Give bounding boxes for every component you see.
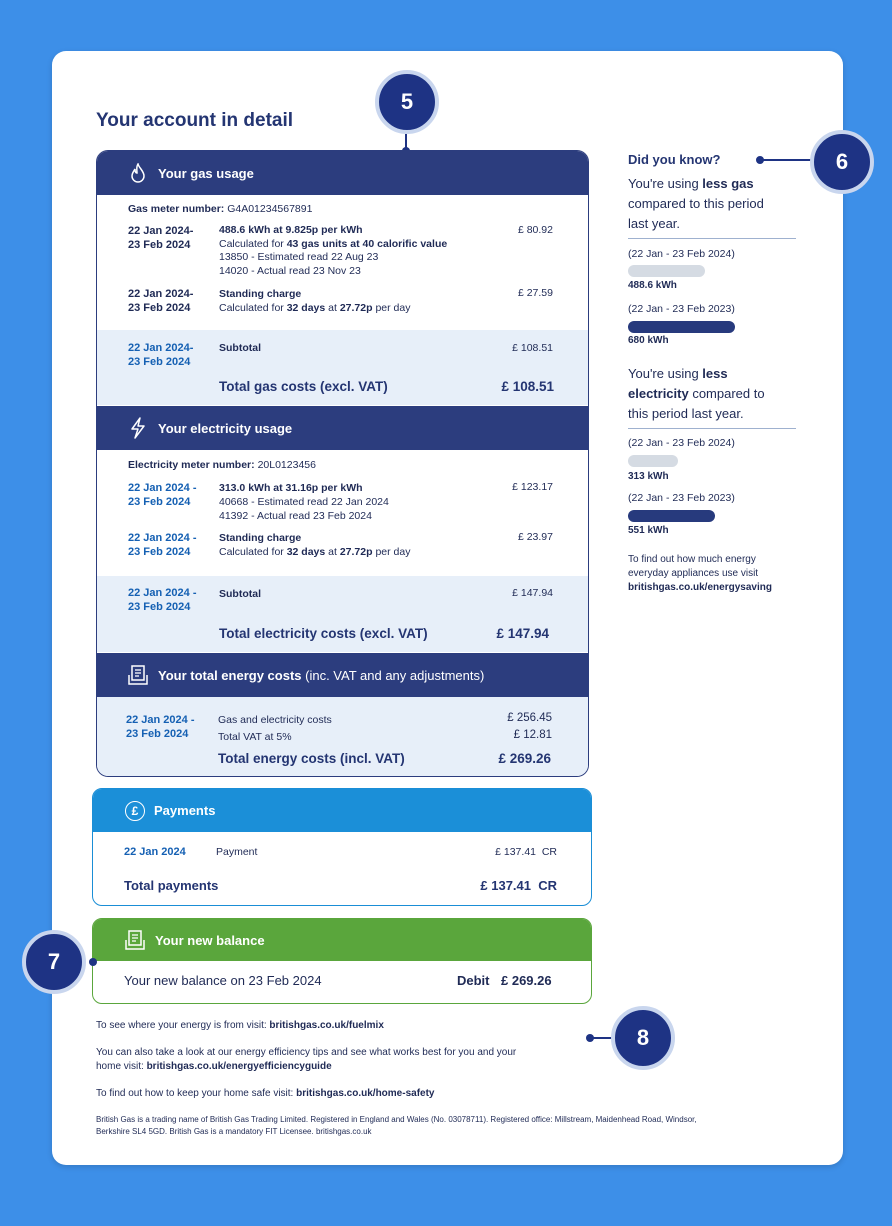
callout-6-line bbox=[760, 159, 815, 161]
elec-current-bar bbox=[628, 455, 678, 467]
gas-comparison-text bbox=[628, 174, 796, 234]
electricity-subtotal-amount: £ 147.94 bbox=[512, 587, 553, 599]
legal-text bbox=[96, 1114, 806, 1138]
appliance-line-1: To find out how much energy bbox=[628, 554, 756, 565]
elec-text-prefix: You're using bbox=[628, 366, 703, 381]
gas-meter-label: Gas meter number: bbox=[128, 203, 225, 215]
total-energy-label: Total energy costs (incl. VAT) bbox=[218, 751, 405, 766]
tips-line2-prefix: home visit: bbox=[96, 1061, 147, 1072]
total-header-normal: (inc. VAT and any adjustments) bbox=[301, 667, 485, 683]
calc-suffix: per day bbox=[372, 302, 411, 314]
calc-days: 32 days bbox=[286, 302, 326, 314]
gas-row-title: 488.6 kWh at 9.825p per kWh bbox=[219, 224, 363, 236]
calc-rate: 27.72p bbox=[339, 302, 373, 314]
document-icon bbox=[127, 664, 149, 686]
elec-previous-period: (22 Jan - 23 Feb 2023) bbox=[628, 492, 735, 504]
electricity-subtotal-label: Subtotal bbox=[219, 588, 261, 600]
safety-prefix: To find out how to keep your home safe visit: bbox=[96, 1088, 297, 1099]
gas-current-value: 488.6 kWh bbox=[628, 280, 677, 291]
calc-prefix: Calculated for bbox=[219, 302, 287, 314]
elec-current-value: 313 kWh bbox=[628, 471, 669, 482]
gas-subtotal-label: Subtotal bbox=[219, 342, 261, 354]
payments-header bbox=[93, 789, 591, 832]
total-payments-amount: £ 137.41 CR bbox=[480, 878, 557, 893]
new-balance-label: Your new balance on 23 Feb 2024 bbox=[124, 973, 322, 988]
calc-prefix: Calculated for bbox=[219, 237, 287, 250]
gas-current-period: (22 Jan - 23 Feb 2024) bbox=[628, 248, 735, 260]
gas-usage-title: Your gas usage bbox=[158, 165, 254, 181]
debit-label: Debit bbox=[457, 973, 490, 988]
electricity-meter-number: 20L0123456 bbox=[257, 459, 316, 471]
home-safety-link[interactable]: britishgas.co.uk/home-safety bbox=[296, 1088, 435, 1099]
electricity-total-amount: £ 147.94 bbox=[496, 626, 549, 641]
electricity-standing-title: Standing charge bbox=[219, 532, 302, 544]
electricity-total-label: Total electricity costs (excl. VAT) bbox=[219, 626, 428, 641]
payments-title: Payments bbox=[154, 803, 216, 818]
document-icon bbox=[124, 929, 146, 951]
payments-card bbox=[92, 788, 592, 906]
gas-row-calc bbox=[219, 238, 447, 252]
efficiency-guide-link[interactable]: britishgas.co.uk/energyefficiencyguide bbox=[146, 1061, 332, 1072]
energy-saving-text bbox=[628, 553, 772, 595]
gas-meter bbox=[128, 203, 312, 215]
electricity-meter-label: Electricity meter number: bbox=[128, 459, 255, 471]
elec-current-period: (22 Jan - 23 Feb 2024) bbox=[628, 437, 735, 449]
gas-subtotal-amount: £ 108.51 bbox=[512, 342, 553, 354]
gas-previous-period: (22 Jan - 23 Feb 2023) bbox=[628, 303, 735, 315]
electricity-row-amount: £ 123.17 bbox=[512, 481, 553, 493]
elec-text-bold1: less bbox=[702, 366, 728, 381]
electricity-row-date: 22 Jan 2024 - 23 Feb 2024 bbox=[128, 482, 197, 508]
elec-previous-bar bbox=[628, 510, 715, 522]
electricity-row-title: 313.0 kWh at 31.16p per kWh bbox=[219, 482, 363, 494]
payment-label: Payment bbox=[216, 846, 258, 858]
calc-mid: at bbox=[325, 302, 340, 314]
gas-row-amount: £ 80.92 bbox=[517, 224, 553, 236]
pound-icon: £ bbox=[125, 801, 145, 821]
tips-text bbox=[96, 1046, 516, 1074]
calc-mid: at bbox=[325, 546, 340, 558]
callout-number: 7 bbox=[47, 949, 61, 974]
total-header-bold: Your total energy costs bbox=[158, 667, 302, 683]
gas-total-label: Total gas costs (excl. VAT) bbox=[219, 379, 388, 394]
usage-card bbox=[96, 150, 589, 777]
gas-text-bold: less gas bbox=[702, 176, 754, 191]
callout-7 bbox=[22, 930, 86, 994]
safety-text bbox=[96, 1087, 434, 1101]
total-energy-date: 22 Jan 2024 - 23 Feb 2024 bbox=[126, 714, 195, 740]
elec-previous-value: 551 kWh bbox=[628, 525, 669, 536]
gas-previous-bar bbox=[628, 321, 735, 333]
electricity-standing-details bbox=[219, 531, 410, 559]
callout-6 bbox=[810, 130, 874, 194]
gas-standing-title: Standing charge bbox=[219, 288, 302, 300]
legal-line-2: Berkshire SL4 5GD. British Gas is a mandatory FIT Licensee. britishgas.co.uk bbox=[96, 1127, 372, 1136]
callout-8-dot bbox=[586, 1034, 594, 1042]
payment-date: 22 Jan 2024 bbox=[124, 846, 186, 858]
callout-number: 5 bbox=[400, 89, 414, 114]
electricity-standing-amount: £ 23.97 bbox=[517, 531, 553, 543]
total-energy-amount: £ 269.26 bbox=[498, 751, 551, 766]
gas-standing-date: 22 Jan 2024- 23 Feb 2024 bbox=[128, 288, 194, 314]
gas-total-amount: £ 108.51 bbox=[501, 379, 554, 394]
electricity-read-estimated: 40668 - Estimated read 22 Jan 2024 bbox=[219, 496, 389, 508]
new-balance-header bbox=[93, 919, 591, 961]
total-payments-label: Total payments bbox=[124, 878, 219, 893]
callout-5 bbox=[375, 70, 439, 134]
fuelmix-link[interactable]: britishgas.co.uk/fuelmix bbox=[269, 1020, 384, 1031]
electricity-usage-header bbox=[97, 406, 588, 450]
gas-read-actual: 14020 - Actual read 23 Nov 23 bbox=[219, 264, 361, 277]
gas-standing-calc bbox=[219, 301, 410, 315]
calc-bold: 43 gas units at 40 calorific value bbox=[286, 237, 448, 250]
payment-amount: £ 137.41 CR bbox=[495, 846, 557, 858]
electricity-read-actual: 41392 - Actual read 23 Feb 2024 bbox=[219, 510, 372, 522]
gas-standing-amount: £ 27.59 bbox=[517, 287, 553, 299]
gas-current-bar bbox=[628, 265, 705, 277]
callout-number: 8 bbox=[636, 1025, 650, 1050]
electricity-usage-title: Your electricity usage bbox=[158, 420, 293, 436]
vat-label: Total VAT at 5% bbox=[218, 731, 292, 743]
electricity-comparison-text bbox=[628, 364, 796, 424]
gas-text-end: last year. bbox=[628, 216, 681, 231]
gas-meter-number: G4A01234567891 bbox=[227, 203, 313, 215]
total-energy-header bbox=[97, 653, 588, 697]
fuelmix-prefix: To see where your energy is from visit: bbox=[96, 1020, 270, 1031]
lightning-icon bbox=[127, 417, 149, 439]
total-energy-title bbox=[158, 668, 484, 683]
legal-line-1: British Gas is a trading name of British Gas Trading Limited. Registered in England and Wales (No. 03078711). Registered office: Millstream, Maidenhead Road, Windsor, bbox=[96, 1115, 697, 1124]
vat-amount: £ 12.81 bbox=[513, 729, 552, 741]
gas-previous-value: 680 kWh bbox=[628, 335, 669, 346]
electricity-meter bbox=[128, 459, 316, 471]
gas-usage-header bbox=[97, 151, 588, 195]
tips-prefix: You can also take a look at our energy efficiency tips and see what works best for you and your bbox=[96, 1047, 517, 1058]
electricity-row-details bbox=[219, 481, 389, 523]
elec-text-bold2: electricity bbox=[628, 386, 689, 401]
callout-8 bbox=[611, 1006, 675, 1070]
appliance-line-2: everyday appliances use visit bbox=[628, 568, 759, 579]
new-balance-amount: £ 269.26 bbox=[501, 973, 552, 988]
flame-icon bbox=[127, 162, 149, 184]
fuelmix-text bbox=[96, 1019, 384, 1033]
electricity-subtotal-date: 22 Jan 2024 - 23 Feb 2024 bbox=[128, 587, 197, 613]
page-title: Your account in detail bbox=[96, 110, 294, 131]
new-balance-card bbox=[92, 918, 592, 1004]
elec-text-suffix: compared to bbox=[688, 386, 765, 401]
electricity-standing-calc bbox=[219, 545, 410, 559]
gas-electricity-costs-label: Gas and electricity costs bbox=[218, 714, 332, 726]
callout-7-dot bbox=[89, 958, 97, 966]
calc-days: 32 days bbox=[286, 546, 326, 558]
calc-rate: 27.72p bbox=[339, 546, 373, 558]
did-you-know-heading: Did you know? bbox=[628, 152, 721, 167]
gas-standing-details bbox=[219, 287, 410, 315]
gas-row-date: 22 Jan 2024- 23 Feb 2024 bbox=[128, 225, 194, 251]
elec-text-end: this period last year. bbox=[628, 406, 744, 421]
divider bbox=[628, 428, 796, 429]
gas-text-prefix: You're using bbox=[628, 176, 703, 191]
divider bbox=[628, 238, 796, 239]
callout-number: 6 bbox=[835, 149, 849, 174]
energy-saving-link[interactable]: britishgas.co.uk/energysaving bbox=[628, 582, 772, 593]
gas-text-suffix: compared to this period bbox=[628, 196, 764, 211]
new-balance-title: Your new balance bbox=[155, 932, 265, 948]
gas-subtotal-date: 22 Jan 2024- 23 Feb 2024 bbox=[128, 342, 194, 368]
calc-suffix: per day bbox=[372, 546, 411, 558]
gas-read-estimated: 13850 - Estimated read 22 Aug 23 bbox=[219, 251, 379, 263]
electricity-standing-date: 22 Jan 2024 - 23 Feb 2024 bbox=[128, 532, 197, 558]
calc-prefix: Calculated for bbox=[219, 546, 287, 558]
gas-electricity-costs-amount: £ 256.45 bbox=[507, 712, 552, 724]
gas-row-details bbox=[219, 224, 447, 278]
